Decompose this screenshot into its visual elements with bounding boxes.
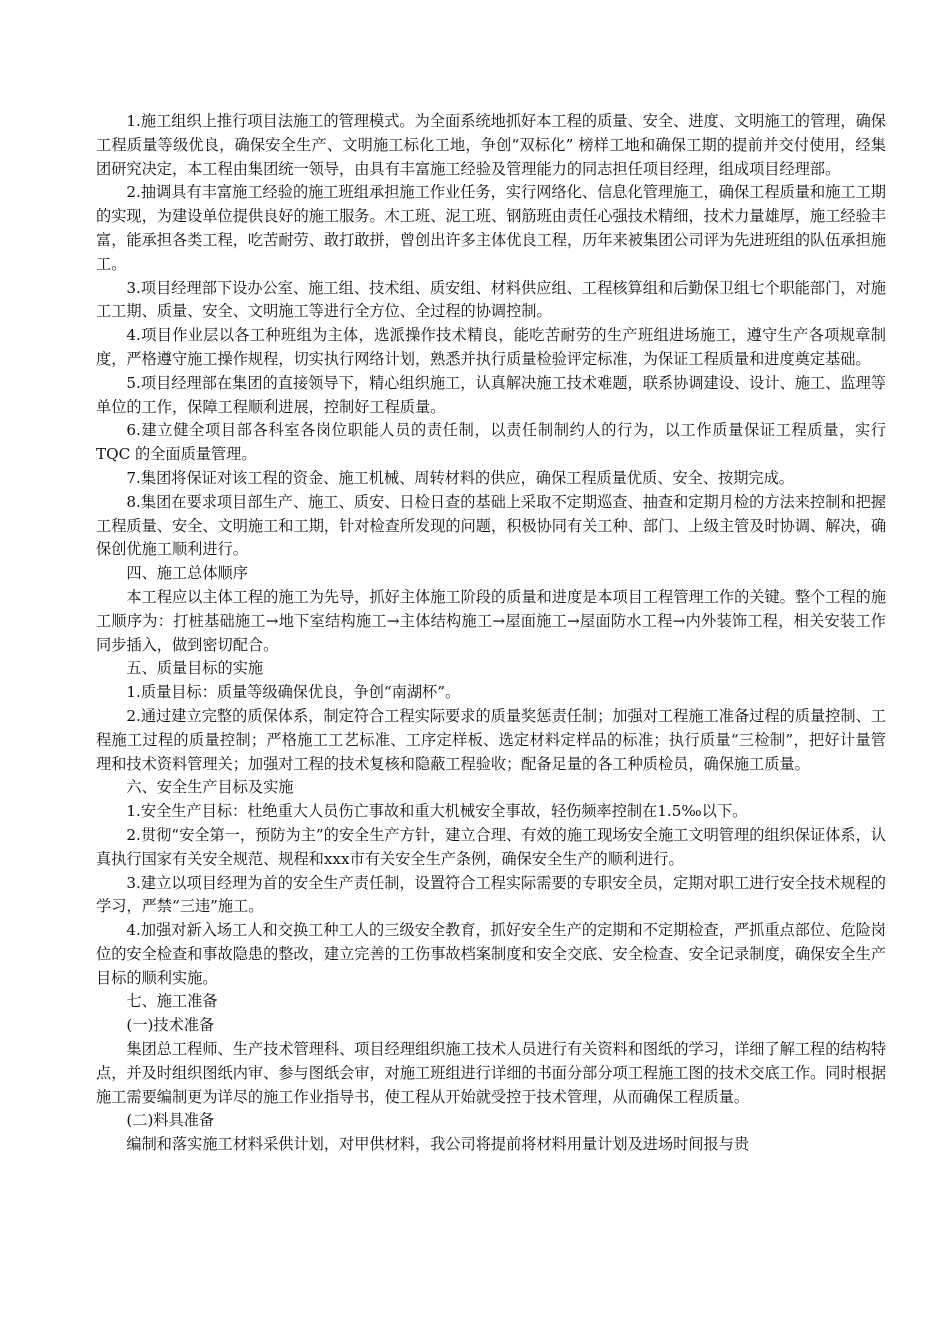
paragraph-safety-goal: 1.安全生产目标：杜绝重大人员伤亡事故和重大机械安全事故，轻伤频率控制在1.5‰以下。 (126, 802, 748, 821)
paragraph-technical-preparation: 集团总工程师、生产技术管理科、项目经理组织施工技术人员进行有关资料和图纸的学习，详细了解工程的结构特点，并及时组织图纸内审、参与图纸会审，对施工班组进行详细的书面分部分项工程施工图的技术交底工作。同时根据施工需要编制更为详尽的施工作业指导书，使工程从开始就受控于技术管理，从而确保工程质量。 (96, 1040, 886, 1106)
paragraph-org-mode: 1.施工组织上推行项目法施工的管理模式。为全面系统地抓好本工程的质量、安全、进度、文明施工的管理，确保工程质量等级优良，确保安全生产、文明施工标化工地，争创“双标化” 榜样工地和确保工期的提前并交付使用，经集团研究决定，本工程由集团统一领导，由具有丰富施工经验及管理能力的同志担任项目经理，组成项目经理部。 (96, 112, 886, 178)
section-heading-preparation: 七、施工准备 (126, 992, 218, 1011)
subsection-heading-technical-preparation: (一)技术准备 (126, 1016, 215, 1035)
paragraph-material-preparation: 编制和落实施工材料采供计划，对甲供材料，我公司将提前将材料用量计划及进场时间报与贵 (126, 1135, 750, 1154)
paragraph-operation-layer: 4.项目作业层以各工种班组为主体，选派操作技术精良，能吃苦耐劳的生产班组进场施工，遵守生产各项规章制度，严格遵守施工操作规程，切实执行网络计划，熟悉并执行质量检验评定标准，为保证工程质量和进度奠定基础。 (96, 326, 886, 368)
paragraph-work-teams: 2.抽调具有丰富施工经验的施工班组承担施工作业任务，实行网络化、信息化管理施工，确保工程质量和施工工期的实现，为建设单位提供良好的施工服务。木工班、泥工班、钢筋班由责任心强技术精细，技术力量雄厚，施工经验丰富，能承担各类工程，吃苦耐劳、敢打敢拼，曾创出许多主体优良工程，历年来被集团公司评为先进班组的队伍承担施工。 (96, 183, 886, 273)
paragraph-safety-responsibility: 3.建立以项目经理为首的安全生产责任制，设置符合工程实际需要的专职安全员，定期对职工进行安全技术规程的学习，严禁“三违”施工。 (96, 873, 886, 916)
paragraph-construction-sequence: 本工程应以主体工程的施工为先导，抓好主体施工阶段的质量和进度是本项目工程管理工作的关键。整个工程的施工顺序为：打桩基础施工→地下室结构施工→主体结构施工→屋面施工→屋面防水工程→内外装饰工程，相关安装工作同步插入，做到密切配合。 (96, 587, 886, 654)
paragraph-safety-policy: 2.贯彻“安全第一，预防为主”的安全生产方针，建立合理、有效的施工现场安全施工文明管理的组织保证体系，认真执行国家有关安全规范、规程和xxx市有关安全生产条例，确保安全生产的顺利进行。 (96, 825, 886, 868)
section-heading-safety-goals: 六、安全生产目标及实施 (126, 778, 294, 797)
paragraph-inspection: 8.集团在要求项目部生产、施工、质安、日检日查的基础上采取不定期巡查、抽查和定期月检的方法来控制和把握工程质量、安全、文明施工和工期，针对检查所发现的问题，积极协同有关工种、部门、上级主管及时协调、解决，确保创优施工顺利进行。 (96, 492, 886, 559)
document-body (96, 110, 886, 1157)
section-heading-construction-sequence: 四、施工总体顺序 (126, 564, 248, 583)
paragraph-responsibility-system: 6.建立健全项目部各科室各岗位职能人员的责任制，以责任制制约人的行为，以工作质量保证工程质量，实行 TQC 的全面质量管理。 (96, 421, 886, 464)
subsection-heading-material-preparation: (二)料具准备 (126, 1111, 215, 1130)
paragraph-resource-supply: 7.集团将保证对该工程的资金、施工机械、周转材料的供应，确保工程质量优质、安全、按期完成。 (126, 468, 794, 487)
paragraph-quality-goal: 1.质量目标：质量等级确保优良，争创“南湖杯”。 (126, 683, 461, 702)
paragraph-departments: 3.项目经理部下设办公室、施工组、技术组、质安组、材料供应组、工程核算组和后勤保卫组七个职能部门，对施工工期、质量、安全、文明施工等进行全方位、全过程的协调控制。 (96, 278, 886, 321)
section-heading-quality-goals: 五、质量目标的实施 (126, 659, 264, 678)
paragraph-safety-education: 4.加强对新入场工人和交换工种工人的三级安全教育，抓好安全生产的定期和不定期检查，严抓重点部位、危险岗位的安全检查和事故隐患的整改，建立完善的工伤事故档案制度和安全交底、安全检查、安全记录制度，确保安全生产目标的顺利实施。 (96, 921, 886, 987)
paragraph-project-leadership: 5.项目经理部在集团的直接领导下，精心组织施工，认真解决施工技术难题，联系协调建设、设计、施工、监理等单位的工作，保障工程顺利进展，控制好工程质量。 (96, 373, 886, 416)
paragraph-quality-system: 2.通过建立完整的质保体系，制定符合工程实际要求的质量奖惩责任制；加强对工程施工准备过程的质量控制、工程施工过程的质量控制；严格施工工艺标准、工序定样板、选定材料定样品的标准；执行质量“三检制”，把好计量管理和技术资料管理关；加强对工程的技术复核和隐蔽工程验收；配备足量的各工种质检员，确保施工质量。 (96, 706, 886, 773)
